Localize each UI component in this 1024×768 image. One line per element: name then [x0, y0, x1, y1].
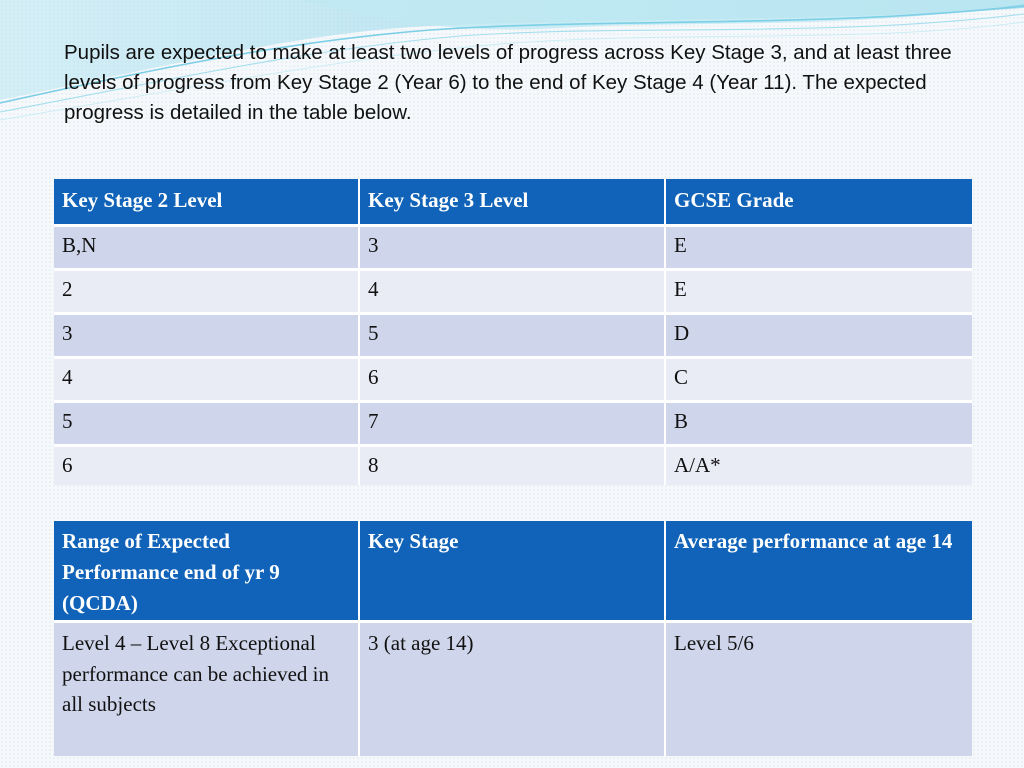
header-gcse-grade: GCSE Grade — [666, 179, 972, 227]
header-expected-performance-range: Range of Expected Performance end of yr 9 (QCDA) — [54, 521, 360, 623]
table-cell: E — [666, 227, 972, 271]
table-cell: 5 — [360, 315, 666, 359]
table-header-row — [54, 521, 972, 623]
table-cell: 3 — [360, 227, 666, 271]
table-cell: 3 — [54, 315, 360, 359]
table-cell: C — [666, 359, 972, 403]
table-row — [54, 403, 972, 447]
header-ks3-level: Key Stage 3 Level — [360, 179, 666, 227]
table-cell: 3 (at age 14) — [360, 623, 666, 756]
table-cell: 4 — [360, 271, 666, 315]
table-cell: 6 — [54, 447, 360, 485]
header-ks2-level: Key Stage 2 Level — [54, 179, 360, 227]
table-cell: 2 — [54, 271, 360, 315]
table-cell: 4 — [54, 359, 360, 403]
table-cell: 6 — [360, 359, 666, 403]
table-cell: A/A* — [666, 447, 972, 485]
table-row — [54, 447, 972, 485]
table-cell: 7 — [360, 403, 666, 447]
table-row — [54, 315, 972, 359]
table-row — [54, 227, 972, 271]
performance-table — [54, 521, 972, 756]
table-row — [54, 271, 972, 315]
table-cell: D — [666, 315, 972, 359]
table-row — [54, 359, 972, 403]
header-average-performance: Average performance at age 14 — [666, 521, 972, 623]
table-cell: B — [666, 403, 972, 447]
table-row — [54, 623, 972, 756]
header-key-stage: Key Stage — [360, 521, 666, 623]
table-header-row — [54, 179, 972, 227]
progress-table — [54, 179, 972, 485]
intro-paragraph: Pupils are expected to make at least two levels of progress across Key Stage 3, and at least three levels of progress from Key Stage 2 (Year 6) to the end of Key Stage 4 (Year 11). The expected progress is detailed in the table below. — [64, 41, 952, 124]
table-cell: Level 4 – Level 8 Exceptional performance can be achieved in all subjects — [54, 623, 360, 756]
table-cell: 5 — [54, 403, 360, 447]
table-cell: Level 5/6 — [666, 623, 972, 756]
table-cell: E — [666, 271, 972, 315]
table-cell: 8 — [360, 447, 666, 485]
table-cell: B,N — [54, 227, 360, 271]
